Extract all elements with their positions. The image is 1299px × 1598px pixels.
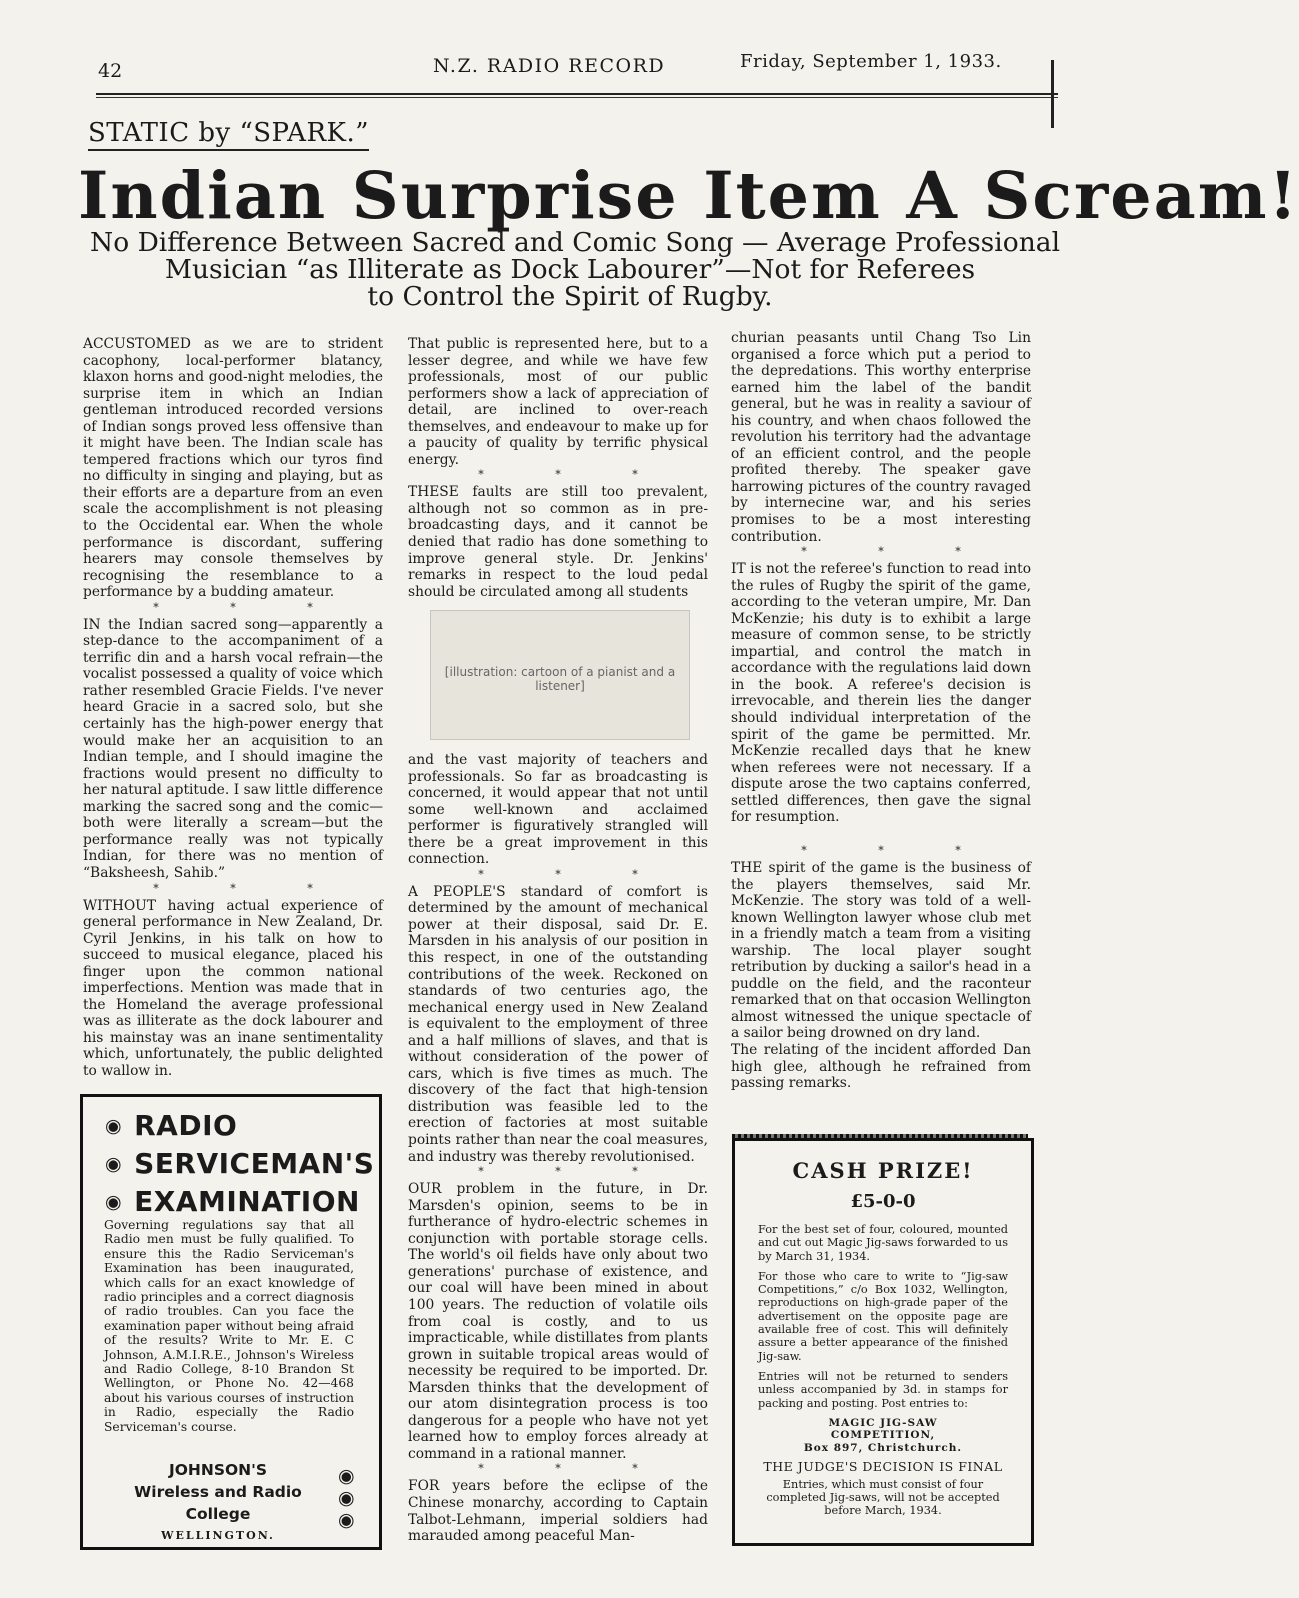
section-separator: * * * [478, 1462, 672, 1476]
subhead-line: No Difference Between Sacred and Comic Song — Average Professional [90, 227, 1061, 258]
issue-date: Friday, September 1, 1933. [740, 51, 1002, 72]
judge-notice: THE JUDGE'S DECISION IS FINAL [763, 1459, 1003, 1475]
cartoon-illustration [430, 610, 690, 740]
college-name-line2: Wireless and Radio [134, 1483, 302, 1501]
paragraph: The relating of the incident afforded Dan high glee, although he refrained from passing remarks. [731, 1042, 1031, 1092]
section-separator: * * * [478, 468, 672, 482]
paragraph: WITHOUT having actual experience of general performance in New Zealand, Dr. Cyril Jenkins, in his talk on how to succeed to musical elegance, placed his finger upon the common national imperfections. Mention was made that in the Homeland the average professional was as illiterate as the dock labourer and his mainstay was an inane sentimentality which, unfortunately, the public delighted to wallow in. [83, 897, 383, 1079]
article-column-1 [83, 336, 383, 1080]
bullet-icon: ◉ [105, 1115, 123, 1137]
paragraph: IT is not the referee's function to read into the rules of Rugby the spirit of the game, according to the veteran umpire, Mr. Dan McKenzie; his duty is to exhibit a large measure of common sense, to be strictly impartial, and control the match in accordance with the regulations laid down in the book. A referee's decision is irrevocable, and therein lies the danger should individual interpretation of the spirit of the game be permitted. Mr. McKenzie recalled days that he knew when referees were not necessary. If a dispute arose the two captains conferred, settled differences, then gave the signal for resumption. [731, 561, 1031, 826]
page-number: 42 [98, 60, 123, 82]
article-column-2-top [408, 336, 708, 600]
section-separator: * * * [153, 881, 347, 895]
paragraph: That public is represented here, but to a lesser degree, and while we have few professionals, most of our public performers show a lack of appreciation of detail, are inclined to over-reach themselves, and endeavour to make up for a paucity of quality by terrific physical energy. [408, 336, 708, 468]
paragraph: THESE faults are still too prevalent, although not so common as in pre-broadcasting days, and it cannot be denied that radio has done something to improve general style. Dr. Jenkins' remarks in respect to the loud pedal should be circulated among all students [408, 484, 708, 600]
bullet-icon: ◉ [338, 1487, 355, 1509]
college-city: WELLINGTON. [161, 1529, 275, 1542]
section-separator: * * * [153, 600, 347, 614]
article-column-3-top [731, 330, 1031, 826]
section-separator: * * * [478, 1165, 672, 1179]
header-rule-thin [96, 97, 1058, 98]
advert-heading [105, 1107, 374, 1221]
cash-prize-advert [732, 1138, 1034, 1546]
section-title: STATIC by “SPARK.” [88, 118, 369, 151]
cash-prize-body [758, 1223, 1008, 1525]
section-separator: * * * [801, 545, 995, 559]
article-subhead [90, 227, 1061, 312]
paragraph: A PEOPLE'S standard of comfort is determined by the amount of mechanical power at their disposal, said Dr. E. Marsden in his analysis of our position in this respect, in one of the outstanding contributions of the week. Reckoned on standards of two centuries ago, the mechanical energy used in New Zealand is equivalent to the employment of three and a half millions of slaves, and that is without consideration of the power of cars, which is five times as much. The discovery of the fact that high-tension distribution was feasible led to the erection of factories at most suitable points rather than near the coal measures, and industry was thereby revolutionised. [408, 883, 708, 1165]
address-line: COMPETITION, [830, 1429, 936, 1442]
cash-prize-amount: £5-0-0 [850, 1191, 916, 1212]
address-line: MAGIC JIG-SAW [828, 1416, 938, 1429]
paragraph: FOR years before the eclipse of the Chinese monarchy, according to Captain Talbot-Lehmann, imperial soldiers had marauded among peaceful Man- [408, 1478, 708, 1545]
bullet-icon: ◉ [105, 1153, 123, 1175]
page-edge-mark [1051, 60, 1054, 128]
cash-paragraph: For those who care to write to “Jig-saw Competitions,” c/o Box 1032, Wellington, reproductions on high-grade paper of the advertisement on the opposite page are available free of cost. This will definitely assure a better appearance of the finished Jig-saw. [758, 1269, 1008, 1363]
subhead-line: to Control the Spirit of Rugby. [367, 281, 773, 312]
paragraph: THE spirit of the game is the business of the players themselves, said Mr. McKenzie. The story was told of a well-known Wellington lawyer whose club met in a friendly match a team from a visiting warship. The local player sought retribution by ducking a sailor's head in a puddle on the field, and the raconteur remarked that on that occasion Wellington almost witnessed the unique spectacle of a sailor being drowned on dry land. [731, 860, 1031, 1042]
paragraph: OUR problem in the future, in Dr. Marsden's opinion, seems to be in furtherance of hydro-electric schemes in conjunction with portable storage cells. The world's oil fields have only about two generations' purchase of existence, and our coal will have been mined in about 100 years. The reduction of volatile oils from coal is costly, and to us impracticable, while distillates from plants grown in suitable tropical areas would of necessity be required to be imported. Dr. Marsden thinks that the development of our atom disintegration process is too dangerous for a people who have not yet learned how to employ forces already at command in a rational manner. [408, 1181, 709, 1462]
advert-body: Governing regulations say that all Radio men must be fully qualified. To ensure this the Radio Serviceman's Examination has been inaugurated, which calls for an exact knowledge of radio principles and a correct diagnosis of radio troubles. Can you face the examination paper without being afraid of the results? Write to Mr. E. C Johnson, A.M.I.R.E., Johnson's Wireless and Radio College, 8-10 Brandon St Wellington, or Phone No. 42—468 about his various courses of instruction in Radio, especially the Radio Serviceman's course. [104, 1218, 354, 1434]
entry-address [758, 1417, 1008, 1455]
header-rule [96, 93, 1058, 95]
article-headline: Indian Surprise Item A Scream! [78, 158, 1299, 234]
advert-heading-line: SERVICEMAN'S [134, 1147, 375, 1180]
cash-paragraph: Entries will not be returned to senders unless accompanied by 3d. in stamps for packing and posting. Post entries to: [758, 1369, 1008, 1410]
entry-conditions: Entries, which must consist of four completed Jig-saws, will not be accepted before March, 1934. [766, 1477, 1000, 1518]
cash-prize-title: CASH PRIZE! [792, 1158, 974, 1183]
advert-dot-column [338, 1465, 355, 1531]
address-line: Box 897, Christchurch. [803, 1441, 963, 1454]
section-separator: * * * [801, 844, 995, 857]
illustration-placeholder-label: [illustration: cartoon of a pianist and a listener] [444, 665, 676, 693]
advert-heading-line: EXAMINATION [134, 1185, 360, 1218]
section-separator: * * * [478, 867, 672, 881]
article-column-2-bottom [408, 752, 708, 1545]
page-header [98, 50, 1056, 90]
publication-name: N.Z. RADIO RECORD [433, 55, 666, 77]
bullet-icon: ◉ [338, 1465, 355, 1487]
advert-signature [103, 1459, 333, 1547]
paragraph: and the vast majority of teachers and professionals. So far as broadcasting is concerned, it would appear that not until some well-known and acclaimed performer is figuratively strangled will there be a great improvement in this connection. [408, 752, 708, 868]
paragraph: IN the Indian sacred song—apparently a step-dance to the accompaniment of a terrific din and a harsh vocal refrain—the vocalist possessed a quality of voice which rather resembled Gracie Fields. I've never heard Gracie in a sacred solo, but she certainly has the high-power energy that would make her an acquisition to an Indian temple, and I should imagine the fractions would present no difficulty to her natural aptitude. I saw little difference marking the sacred song and the comic—both were literally a scream—but the performance really was not typically Indian, for there was no mention of “Baksheesh, Sahib.” [83, 616, 383, 881]
paragraph: ACCUSTOMED as we are to strident cacophony, local-performer blatancy, klaxon horns and good-night melodies, the surprise item in which an Indian gentleman introduced recorded versions of Indian songs proved less offensive than it might have been. The Indian scale has tempered fractions which our tyros find no difficulty in singing and playing, but as their efforts are a departure from an even scale the accomplishment is not pleasing to the Occidental ear. When the whole performance is discordant, suffering hearers may console themselves by recognising the resemblance to a performance by a budding amateur. [83, 336, 383, 601]
paragraph: churian peasants until Chang Tso Lin organised a force which put a period to the depredations. This worthy enterprise earned him the label of the bandit general, but he was in reality a saviour of his country, and when chaos followed the revolution his territory had the advantage of an efficient control, and the people profited thereby. The speaker gave harrowing pictures of the country ravaged by internecine war, and his series promises to be a most interesting contribution. [731, 330, 1031, 545]
radio-examination-advert [80, 1094, 382, 1550]
subhead-line: Musician “as Illiterate as Dock Labourer”—Not for Referees [164, 254, 976, 285]
college-name-line3: College [185, 1505, 251, 1523]
advert-heading-line: RADIO [134, 1109, 238, 1142]
bullet-icon: ◉ [105, 1191, 123, 1213]
college-name: JOHNSON'S [168, 1461, 268, 1479]
bullet-icon: ◉ [338, 1509, 355, 1531]
cash-paragraph: For the best set of four, coloured, mounted and cut out Magic Jig-saws forwarded to us by March 31, 1934. [758, 1223, 1008, 1263]
article-column-3-bottom [731, 844, 1031, 1092]
